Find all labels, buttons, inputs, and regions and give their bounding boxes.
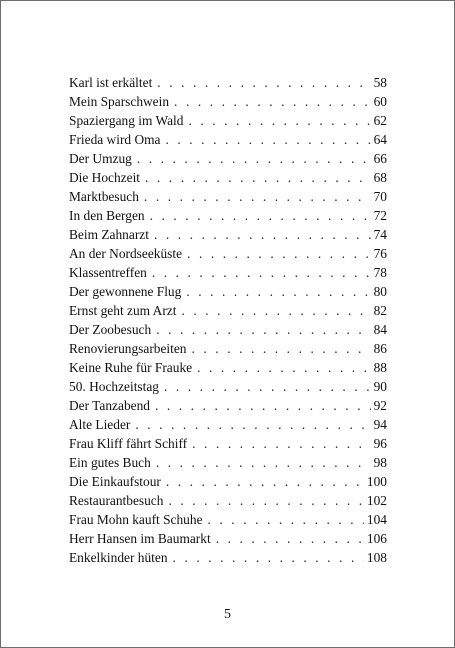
toc-entry-page: 76 (373, 246, 387, 261)
toc-entry-page: 108 (366, 550, 387, 565)
toc-dot-leader (181, 301, 370, 320)
toc-entry-page: 72 (373, 208, 387, 223)
toc-entry-page: 66 (373, 151, 387, 166)
toc-dot-leader (157, 73, 370, 92)
toc-entry (69, 548, 387, 567)
toc-entry-title: Keine Ruhe für Frauke (69, 360, 193, 375)
toc-entry (69, 491, 387, 510)
toc-entry-title: Frau Kliff fährt Schiff (69, 436, 188, 451)
toc-entry-title: Spaziergang im Wald (69, 113, 184, 128)
toc-dot-leader (145, 168, 371, 187)
toc-entry-page: 106 (366, 531, 387, 546)
toc-entry (69, 225, 387, 244)
toc-entry-title: An der Nordseeküste (69, 246, 183, 261)
toc-entry (69, 415, 387, 434)
toc-entry-title: Klassentreffen (69, 265, 147, 280)
toc-entry-page: 60 (373, 94, 387, 109)
toc-entry (69, 377, 387, 396)
toc-entry-title: Beim Zahnarzt (69, 227, 149, 242)
toc-dot-leader (154, 225, 371, 244)
toc-entry-page: 68 (373, 170, 387, 185)
toc-dot-leader (173, 548, 364, 567)
toc-entry (69, 472, 387, 491)
toc-entry-title: Der Umzug (69, 151, 132, 166)
toc-dot-leader (188, 111, 370, 130)
toc-entry-title: Restaurantbesuch (69, 493, 164, 508)
toc-dot-leader (186, 282, 370, 301)
toc-dot-leader (168, 491, 363, 510)
toc-dot-leader (192, 434, 370, 453)
table-of-contents (69, 73, 387, 567)
toc-entry-page: 104 (366, 512, 387, 527)
toc-entry-title: Alte Lieder (69, 417, 131, 432)
toc-entry-title: Renovierungsarbeiten (69, 341, 187, 356)
toc-entry-page: 90 (373, 379, 387, 394)
toc-entry-page: 96 (373, 436, 387, 451)
toc-entry-page: 80 (373, 284, 387, 299)
toc-entry-title: Ein gutes Buch (69, 455, 151, 470)
toc-entry-title: Mein Sparschwein (69, 94, 170, 109)
toc-entry-title: Der Tanzabend (69, 398, 150, 413)
toc-dot-leader (155, 396, 371, 415)
toc-entry-title: Marktbesuch (69, 189, 139, 204)
toc-entry (69, 339, 387, 358)
toc-entry-title: Die Hochzeit (69, 170, 141, 185)
toc-entry (69, 168, 387, 187)
toc-entry (69, 434, 387, 453)
toc-entry-page: 82 (373, 303, 387, 318)
toc-entry (69, 244, 387, 263)
toc-entry (69, 282, 387, 301)
toc-entry-title: Herr Hansen im Baumarkt (69, 531, 211, 546)
toc-entry-page: 86 (373, 341, 387, 356)
toc-entry-page: 88 (373, 360, 387, 375)
toc-entry-page: 98 (373, 455, 387, 470)
toc-entry-page: 62 (373, 113, 387, 128)
toc-dot-leader (135, 415, 370, 434)
toc-entry (69, 206, 387, 225)
toc-entry-title: Frau Mohn kauft Schuhe (69, 512, 203, 527)
toc-dot-leader (156, 453, 371, 472)
toc-dot-leader (187, 244, 371, 263)
toc-dot-leader (164, 377, 371, 396)
toc-entry-title: Der Zoobesuch (69, 322, 152, 337)
toc-entry (69, 320, 387, 339)
toc-dot-leader (197, 358, 371, 377)
toc-entry-title: Frieda wird Oma (69, 132, 161, 147)
toc-dot-leader (208, 510, 364, 529)
toc-dot-leader (156, 320, 370, 339)
toc-entry-title: Karl ist erkältet (69, 75, 153, 90)
toc-entry-title: Der gewonnene Flug (69, 284, 182, 299)
toc-entry-title: In den Bergen (69, 208, 145, 223)
toc-entry (69, 510, 387, 529)
toc-entry-page: 74 (373, 227, 387, 242)
toc-entry-page: 70 (373, 189, 387, 204)
toc-dot-leader (144, 187, 371, 206)
toc-entry (69, 529, 387, 548)
toc-entry (69, 263, 387, 282)
toc-dot-leader (165, 130, 370, 149)
toc-dot-leader (137, 149, 371, 168)
toc-dot-leader (192, 339, 371, 358)
toc-dot-leader (152, 263, 371, 282)
toc-entry-title: 50. Hochzeitstag (69, 379, 159, 394)
toc-entry (69, 73, 387, 92)
toc-entry-title: Ernst geht zum Arzt (69, 303, 177, 318)
toc-dot-leader (166, 472, 364, 491)
toc-entry (69, 130, 387, 149)
toc-entry-page: 94 (373, 417, 387, 432)
toc-entry-page: 100 (366, 474, 387, 489)
toc-entry (69, 396, 387, 415)
toc-entry-title: Die Einkaufstour (69, 474, 161, 489)
toc-entry (69, 149, 387, 168)
toc-dot-leader (150, 206, 371, 225)
toc-entry-page: 78 (373, 265, 387, 280)
toc-entry (69, 111, 387, 130)
toc-entry-page: 58 (373, 75, 387, 90)
toc-entry (69, 92, 387, 111)
toc-dot-leader (174, 92, 371, 111)
toc-entry-page: 92 (373, 398, 387, 413)
toc-entry-page: 64 (373, 132, 387, 147)
toc-entry (69, 453, 387, 472)
toc-entry (69, 187, 387, 206)
toc-entry-page: 84 (373, 322, 387, 337)
toc-entry (69, 358, 387, 377)
toc-entry (69, 301, 387, 320)
page-number: 5 (224, 607, 231, 622)
toc-dot-leader (216, 529, 364, 548)
toc-entry-page: 102 (366, 493, 387, 508)
toc-entry-title: Enkelkinder hüten (69, 550, 168, 565)
